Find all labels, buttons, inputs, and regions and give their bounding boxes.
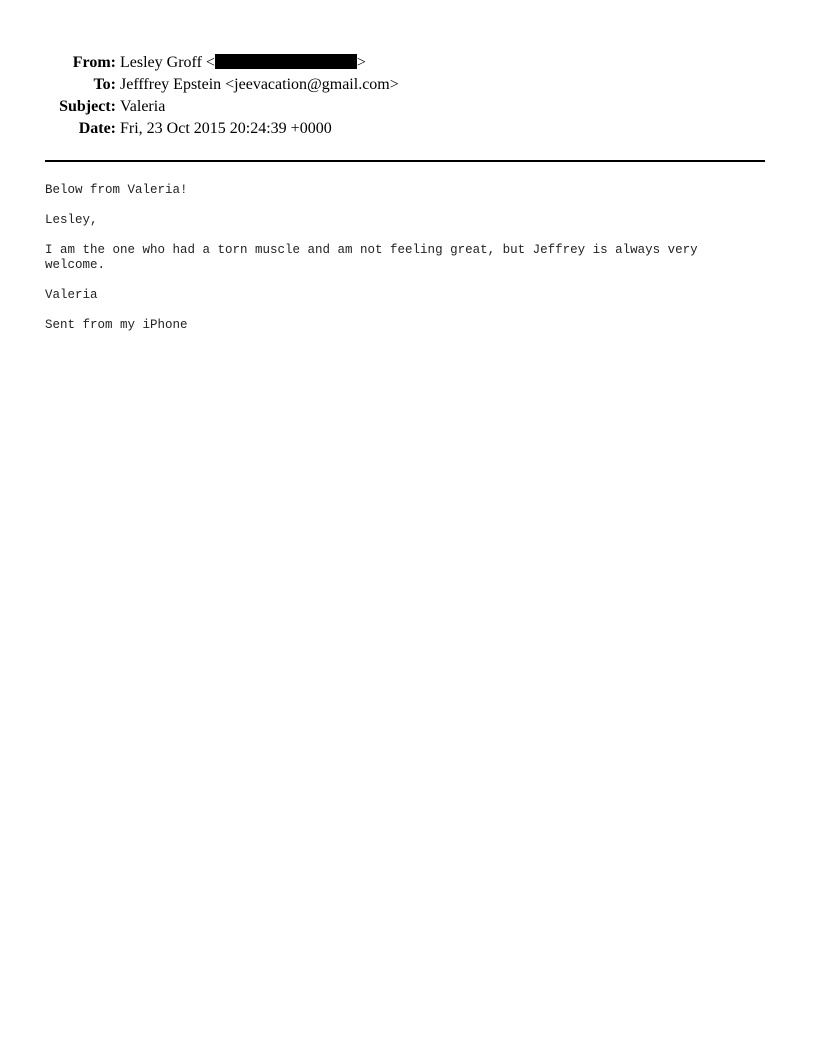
from-name: Lesley Groff < [120, 54, 215, 71]
body-line: Sent from my iPhone [45, 318, 188, 332]
subject-value: Valeria [120, 98, 166, 115]
body-line: Below from Valeria! [45, 183, 188, 197]
date-row [0, 118, 399, 140]
body-line: Valeria [45, 288, 98, 302]
date-value: Fri, 23 Oct 2015 20:24:39 +0000 [120, 120, 332, 137]
body-line: Lesley, [45, 213, 98, 227]
header-divider [45, 160, 765, 162]
email-header [0, 52, 399, 140]
body-line: I am the one who had a torn muscle and am not feeling great, but Jeffrey is always very welcome. [45, 243, 706, 272]
subject-label: Subject: [59, 98, 116, 115]
from-close: > [356, 54, 366, 71]
to-value: Jefffrey Epstein <jeevacation@gmail.com> [120, 76, 399, 93]
subject-row [0, 96, 399, 118]
from-value [120, 52, 366, 74]
to-row [0, 74, 399, 96]
from-label: From: [72, 54, 116, 71]
from-row [0, 52, 399, 74]
email-body [45, 183, 745, 348]
redaction-box [215, 54, 357, 69]
date-label: Date: [78, 120, 116, 137]
to-label: To: [93, 76, 116, 93]
